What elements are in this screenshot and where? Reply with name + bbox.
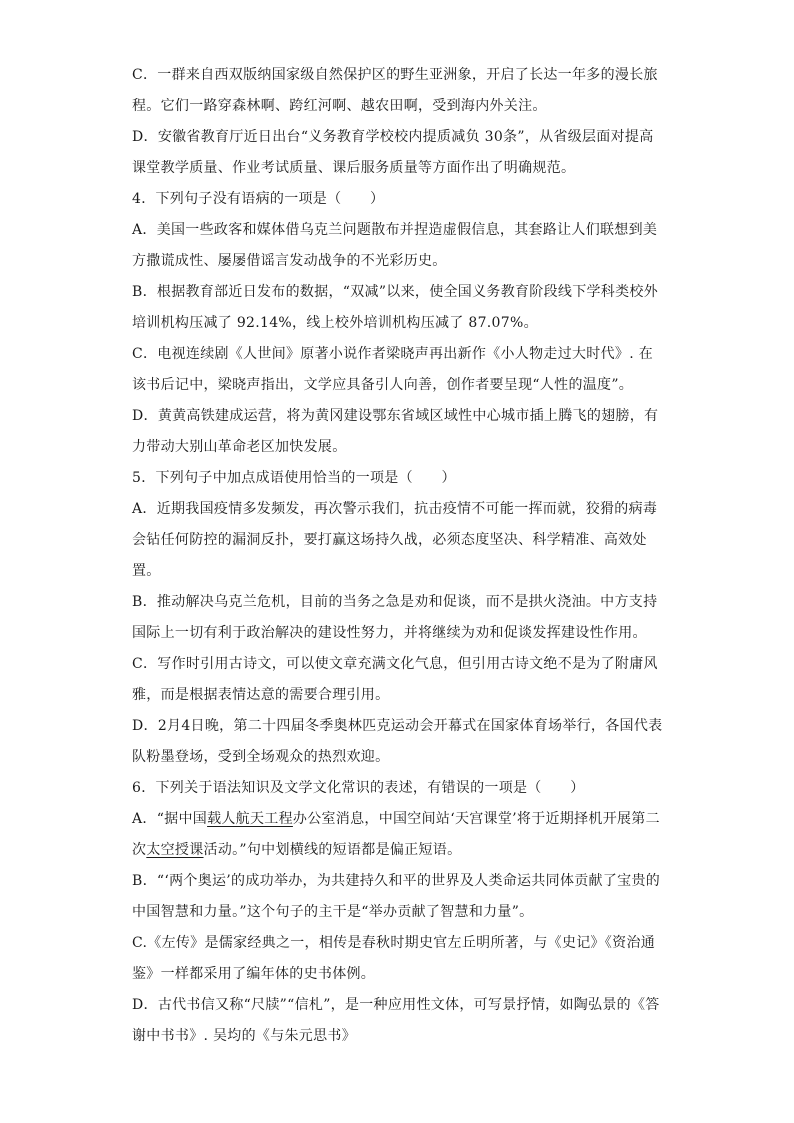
question-6-option-a xyxy=(132,804,664,866)
question-6-option-d: D．古代书信又称“尺牍”“信札”，是一种应用性文体，可写景抒情，如陶弘景的《答谢中书书》. 吴均的《与朱元思书》 xyxy=(132,997,660,1044)
question-5-stem: 5．下列句子中加点成语使用恰当的一项是（ ） xyxy=(132,470,456,486)
question-6-option-c: C.《左传》是儒家经典之一，相传是春秋时期史官左丘明所著，与《史记》《资治通鉴》一样都采用了编年体的史书体例。 xyxy=(132,935,656,982)
question-5-option-c: C．写作时引用古诗文，可以使文章充满文化气息，但引用古诗文绝不是为了附庸风雅，而是根据表情达意的需要合理引用。 xyxy=(132,656,658,703)
q6a-text-end: 活动。”句中划横线的短语都是偏正短语。 xyxy=(203,842,462,858)
question-6-option-b: B．“‘两个奥运’的成功举办，为共建持久和平的世界及人类命运共同体贡献了宝贵的中国智慧和力量。”这个句子的主干是“举办贡献了智慧和力量”。 xyxy=(132,873,661,920)
question-5-option-d: D．2月4日晚，第二十四届冬季奥林匹克运动会开幕式在国家体育场举行，各国代表队粉墨登场，受到全场观众的热烈欢迎。 xyxy=(132,718,663,765)
question-4-option-b: B．根据教育部近日发布的数据，“双减”以来，使全国义务教育阶段线下学科类校外培训机构压减了 92.14%，线上校外培训机构压减了 87.07%。 xyxy=(132,284,658,331)
question-6-stem: 6．下列关于语法知识及文学文化常识的表述，有错误的一项是（ ） xyxy=(132,780,585,796)
option-c-elephants: C．一群来自西双版纳国家级自然保护区的野生亚洲象，开启了长达一年多的漫长旅程。它们一路穿森林啊、跨红河啊、越农田啊，受到海内外关注。 xyxy=(132,67,658,114)
question-5-option-a: A．近期我国疫情多发频发，再次警示我们，抗击疫情不可能一挥而就，狡猾的病毒会钻任何防控的漏洞反扑，要打赢这场持久战，必须态度坚决、科学精准、高效处置。 xyxy=(132,501,658,579)
document-content xyxy=(132,60,664,1052)
question-4-option-a: A．美国一些政客和媒体借乌克兰问题散布并捏造虚假信息，其套路让人们联想到美方撒谎成性、屡屡借谣言发动战争的不光彩历史。 xyxy=(132,222,658,269)
q6a-underlined-phrase-1: 载人航天工程 xyxy=(207,811,293,827)
question-5-option-b: B．推动解决乌克兰危机，目前的当务之急是劝和促谈，而不是拱火浇油。中方支持国际上一切有利于政治解决的建设性努力，并将继续为劝和促谈发挥建设性作用。 xyxy=(132,594,658,641)
question-4-stem: 4．下列句子没有语病的一项是（ ） xyxy=(132,191,385,207)
q6a-text-start: A．“据中国 xyxy=(132,811,208,827)
q6a-underlined-phrase-2: 太空授课 xyxy=(146,842,204,858)
q6a-text-middle: 办公室消息，中国空间站‘天宫课堂’将于近期择机开展第二次 xyxy=(132,811,660,858)
question-4-option-d: D．黄黄高铁建成运营，将为黄冈建设鄂东省域区域性中心城市插上腾飞的翅膀，有力带动大别山革命老区加快发展。 xyxy=(132,408,659,455)
option-d-education: D．安徽省教育厅近日出台“义务教育学校校内提质减负 30条”，从省级层面对提高课堂教学质量、作业考试质量、课后服务质量等方面作出了明确规范。 xyxy=(132,129,654,176)
question-4-option-c: C．电视连续剧《人世间》原著小说作者梁晓声再出新作《小人物走过大时代》. 在该书后记中，梁晓声指出，文学应具备引人向善，创作者要呈现“人性的温度”。 xyxy=(132,346,654,393)
